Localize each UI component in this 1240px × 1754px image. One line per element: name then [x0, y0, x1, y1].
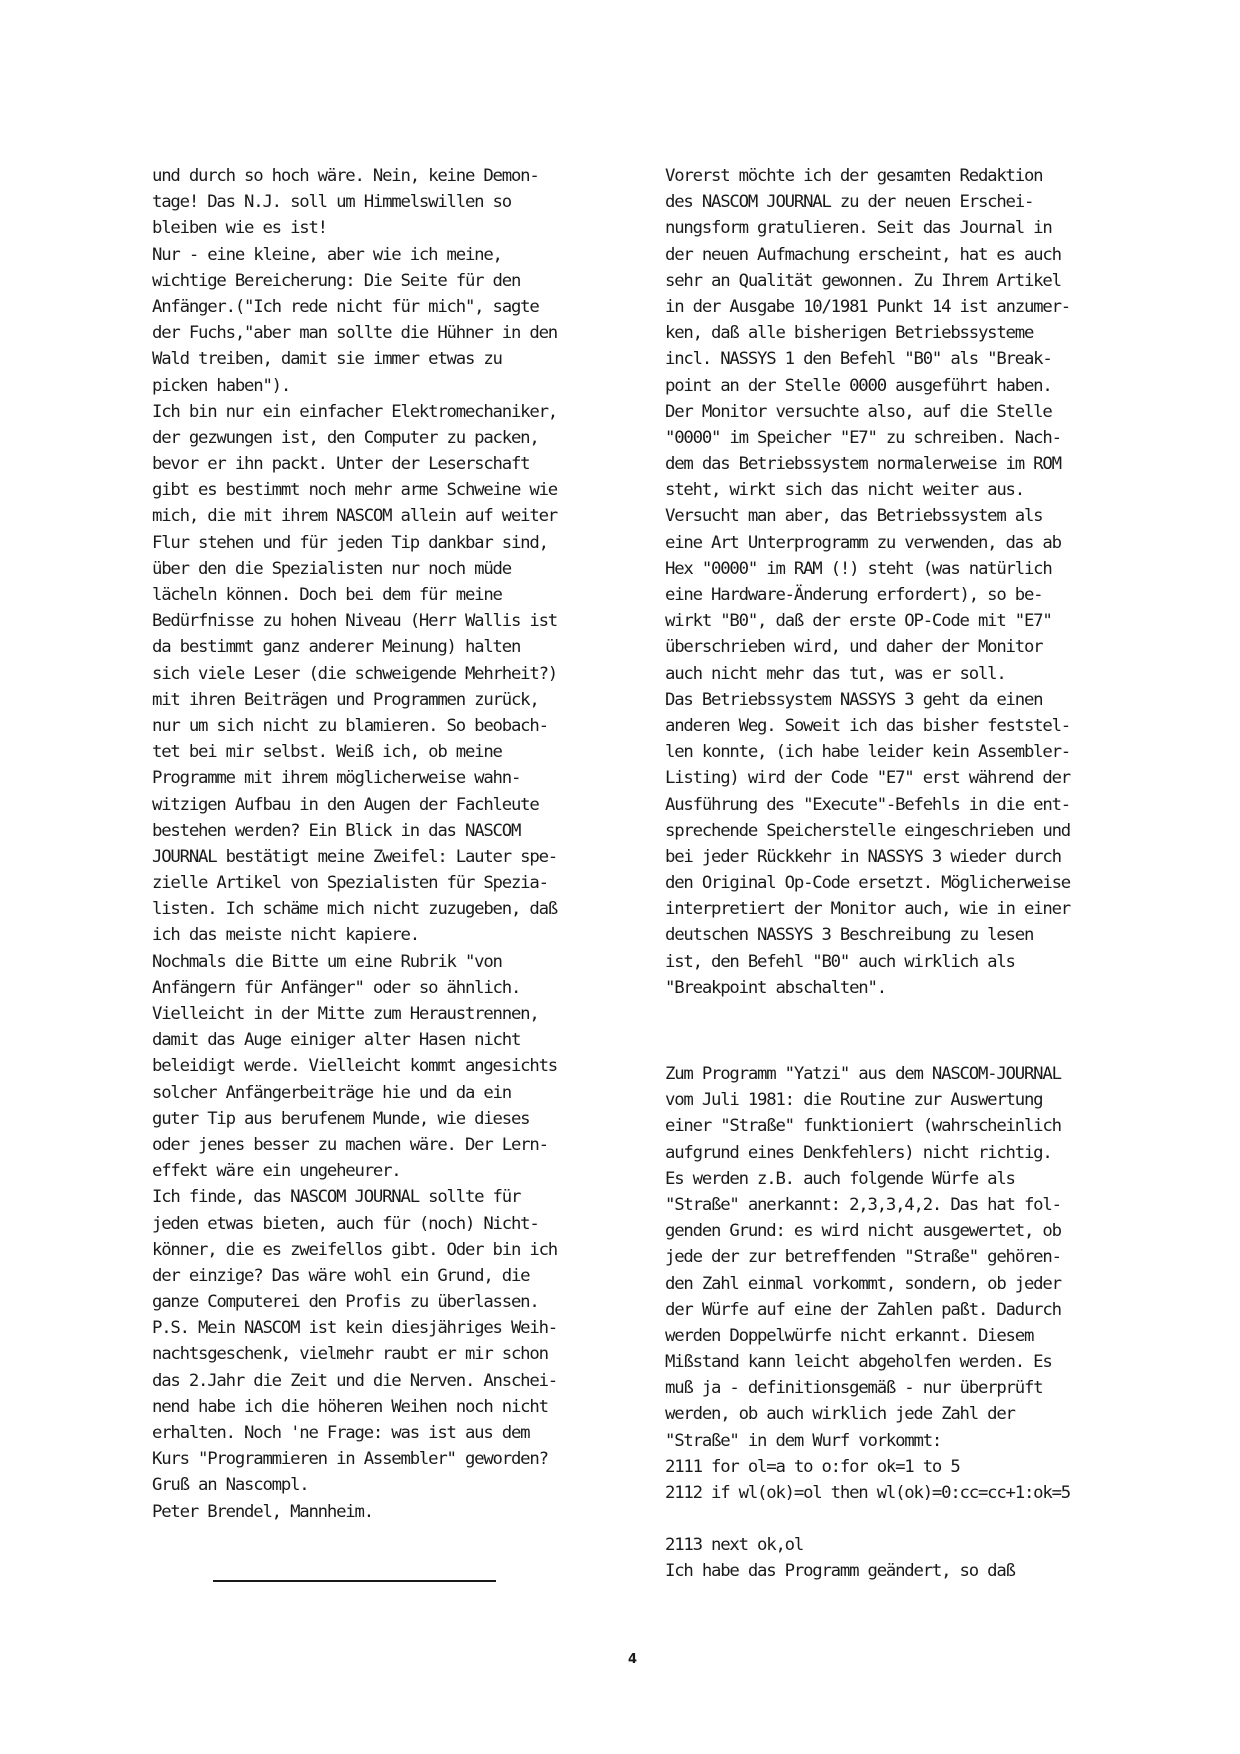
text-line: Kurs "Programmieren in Assembler" geworden? — [152, 1449, 548, 1470]
text-line: vom Juli 1981: die Routine zur Auswertung — [665, 1090, 1043, 1111]
text-line: Programme mit ihrem möglicherweise wahn- — [152, 768, 521, 789]
text-line: Der Monitor versuchte also, auf die Stelle — [665, 401, 1052, 422]
text-line: über den die Spezialisten nur noch müde — [152, 558, 511, 579]
text-line: dem das Betriebssystem normalerweise im ROM — [665, 454, 1061, 475]
text-line: Ausführung des "Execute"-Befehls in die ent- — [665, 794, 1070, 815]
signature-line: Peter Brendel, Mannheim. — [152, 1501, 373, 1522]
left-column — [152, 163, 614, 1525]
right-column — [665, 163, 1127, 1585]
text-line: interpretiert der Monitor auch, wie in einer — [665, 899, 1070, 920]
letter-block-nassys — [665, 163, 1127, 1001]
text-line: nungsform gratulieren. Seit das Journal in — [665, 218, 1052, 239]
text-line: Anfängern für Anfänger" oder so ähnlich. — [152, 977, 521, 998]
text-line: genden Grund: es wird nicht ausgewertet, ob — [665, 1221, 1061, 1242]
text-line: der Würfe auf eine der Zahlen paßt. Dadurch — [665, 1299, 1061, 1320]
text-line: "0000" im Speicher "E7" zu schreiben. Nach- — [665, 427, 1061, 448]
text-line: tage! Das N.J. soll um Himmelswillen so — [152, 192, 511, 213]
text-line: Es werden z.B. auch folgende Würfe als — [665, 1168, 1015, 1189]
text-line: damit das Auge einiger alter Hasen nicht — [152, 1030, 521, 1051]
text-line: jeden etwas bieten, auch für (noch) Nicht- — [152, 1213, 539, 1234]
text-line: Gruß an Nascompl. — [152, 1475, 309, 1496]
text-line: sprechende Speicherstelle eingeschrieben und — [665, 820, 1070, 841]
text-line: steht, wirkt sich das nicht weiter aus. — [665, 480, 1024, 501]
text-line: nend habe ich die höheren Weihen noch nicht — [152, 1396, 548, 1417]
text-line: eine Art Unterprogramm zu verwenden, das ab — [665, 532, 1061, 553]
text-line: muß ja - definitionsgemäß - nur überprüft — [665, 1378, 1043, 1399]
text-line: "Breakpoint abschalten". — [665, 977, 886, 998]
text-line: den Zahl einmal vorkommt, sondern, ob jeder — [665, 1273, 1061, 1294]
text-line: könner, die es zweifellos gibt. Oder bin ich — [152, 1239, 557, 1260]
text-line: Ich bin nur ein einfacher Elektromechaniker, — [152, 401, 557, 422]
text-line: "Straße" anerkannt: 2,3,3,4,2. Das hat fol- — [665, 1194, 1061, 1215]
text-line: Nochmals die Bitte um eine Rubrik "von — [152, 951, 502, 972]
text-line: da bestimmt ganz anderer Meinung) halten — [152, 637, 521, 658]
text-line: Anfänger.("Ich rede nicht für mich", sagte — [152, 296, 539, 317]
end-of-letter-rule — [213, 1580, 496, 1582]
text-line: tet bei mir selbst. Weiß ich, ob meine — [152, 742, 502, 763]
text-line: bleiben wie es ist! — [152, 218, 327, 239]
text-line: beleidigt werde. Vielleicht kommt angesichts — [152, 1056, 557, 1077]
text-line: Vielleicht in der Mitte zum Heraustrennen, — [152, 1004, 539, 1024]
text-line: solcher Anfängerbeiträge hie und da ein — [152, 1082, 511, 1103]
text-line: Flur stehen und für jeden Tip dankbar sind, — [152, 532, 548, 553]
text-line: JOURNAL bestätigt meine Zweifel: Lauter spe- — [152, 846, 557, 867]
text-line: oder jenes besser zu machen wäre. Der Lern- — [152, 1134, 548, 1155]
text-line: ken, daß alle bisherigen Betriebssysteme — [665, 323, 1034, 344]
text-line: werden, ob auch wirklich jede Zahl der — [665, 1404, 1015, 1425]
code-line: 2112 if wl(ok)=ol then wl(ok)=0:cc=cc+1:ok=5 — [665, 1483, 1070, 1503]
text-line: der einzige? Das wäre wohl ein Grund, die — [152, 1265, 530, 1286]
text-line: Versucht man aber, das Betriebssystem als — [665, 506, 1043, 527]
text-line: wirkt "B0", daß der erste OP-Code mit "E7" — [665, 611, 1052, 632]
text-line: das 2.Jahr die Zeit und die Nerven. Anschei- — [152, 1370, 557, 1391]
text-line: einer "Straße" funktioniert (wahrscheinlich — [665, 1116, 1061, 1137]
text-line: Ich finde, das NASCOM JOURNAL sollte für — [152, 1187, 521, 1208]
letter-block-yatzi — [665, 1061, 1127, 1506]
text-line: listen. Ich schäme mich nicht zuzugeben, daß — [152, 899, 557, 920]
text-line: effekt wäre ein ungeheurer. — [152, 1161, 401, 1182]
text-line: bestehen werden? Ein Blick in das NASCOM — [152, 820, 521, 841]
text-line: nachtsgeschenk, vielmehr raubt er mir schon — [152, 1344, 548, 1365]
text-line: wichtige Bereicherung: Die Seite für den — [152, 270, 521, 291]
text-line: überschrieben wird, und daher der Monitor — [665, 637, 1043, 658]
text-line: Hex "0000" im RAM (!) steht (was natürlich — [665, 558, 1052, 579]
text-line: aufgrund eines Denkfehlers) nicht richtig. — [665, 1142, 1052, 1163]
section-gap — [665, 1001, 1127, 1061]
text-line: Zum Programm "Yatzi" aus dem NASCOM-JOURNAL — [665, 1064, 1061, 1084]
text-line: nur um sich nicht zu blamieren. So beobach- — [152, 715, 548, 736]
text-line: auch nicht mehr das tut, was er soll. — [665, 663, 1006, 684]
text-line: den Original Op-Code ersetzt. Möglicherweise — [665, 873, 1070, 894]
text-line: der gezwungen ist, den Computer zu packen, — [152, 427, 539, 448]
text-line: incl. NASSYS 1 den Befehl "B0" als "Break- — [665, 349, 1052, 370]
text-line: anderen Weg. Soweit ich das bisher feststel- — [665, 715, 1070, 736]
text-line: werden Doppelwürfe nicht erkannt. Diesem — [665, 1325, 1034, 1346]
text-line: der Fuchs,"aber man sollte die Hühner in den — [152, 323, 557, 344]
text-line: sich viele Leser (die schweigende Mehrheit?) — [152, 663, 557, 684]
text-line: point an der Stelle 0000 ausgeführt haben. — [665, 375, 1052, 396]
text-line: lächeln können. Doch bei dem für meine — [152, 585, 502, 605]
code-line: 2111 for ol=a to o:for ok=1 to 5 — [665, 1456, 960, 1477]
text-line: Vorerst möchte ich der gesamten Redaktion — [665, 166, 1043, 186]
section-gap — [665, 1506, 1127, 1532]
text-line: P.S. Mein NASCOM ist kein diesjähriges Weih- — [152, 1318, 557, 1339]
text-line: jede der zur betreffenden "Straße" gehören- — [665, 1247, 1061, 1268]
text-line: Mißstand kann leicht abgeholfen werden. Es — [665, 1352, 1052, 1373]
text-line: mich, die mit ihrem NASCOM allein auf weiter — [152, 506, 557, 527]
text-line: "Straße" in dem Wurf vorkommt: — [665, 1430, 942, 1451]
text-line: sehr an Qualität gewonnen. Zu Ihrem Artikel — [665, 270, 1061, 291]
text-line: picken haben"). — [152, 375, 291, 396]
text-line: zielle Artikel von Spezialisten für Spezia- — [152, 873, 548, 894]
text-line: Listing) wird der Code "E7" erst während der — [665, 768, 1070, 789]
text-line: in der Ausgabe 10/1981 Punkt 14 ist anzumer- — [665, 296, 1070, 317]
code-line: 2113 next ok,ol — [665, 1535, 804, 1556]
text-line: guter Tip aus berufenem Munde, wie dieses — [152, 1108, 530, 1129]
text-line: erhalten. Noch 'ne Frage: was ist aus dem — [152, 1423, 530, 1443]
text-line: bevor er ihn packt. Unter der Leserschaft — [152, 454, 530, 475]
text-line: Wald treiben, damit sie immer etwas zu — [152, 349, 502, 370]
text-line: eine Hardware-Änderung erfordert), so be- — [665, 585, 1043, 605]
text-line: ganze Computerei den Profis zu überlassen. — [152, 1292, 539, 1313]
text-line: Bedürfnisse zu hohen Niveau (Herr Wallis ist — [152, 611, 557, 632]
letter-block-continuation — [665, 1532, 1127, 1584]
text-line: len konnte, (ich habe leider kein Assembler- — [665, 742, 1070, 763]
text-line: Ich habe das Programm geändert, so daß — [665, 1561, 1015, 1582]
text-line: Nur - eine kleine, aber wie ich meine, — [152, 244, 502, 265]
text-line: des NASCOM JOURNAL zu der neuen Erschei- — [665, 192, 1034, 213]
page-number: 4 — [628, 1652, 638, 1667]
text-line: ich das meiste nicht kapiere. — [152, 925, 419, 946]
text-line: und durch so hoch wäre. Nein, keine Demon- — [152, 166, 539, 186]
text-line: Das Betriebssystem NASSYS 3 geht da einen — [665, 689, 1043, 710]
text-line: ist, den Befehl "B0" auch wirklich als — [665, 951, 1015, 972]
text-line: mit ihren Beiträgen und Programmen zurück, — [152, 689, 539, 710]
text-line: bei jeder Rückkehr in NASSYS 3 wieder durch — [665, 846, 1061, 867]
text-line: witzigen Aufbau in den Augen der Fachleute — [152, 794, 539, 815]
text-line: der neuen Aufmachung erscheint, hat es auch — [665, 244, 1061, 265]
text-line: gibt es bestimmt noch mehr arme Schweine wie — [152, 480, 557, 501]
text-line: deutschen NASSYS 3 Beschreibung zu lesen — [665, 925, 1034, 946]
